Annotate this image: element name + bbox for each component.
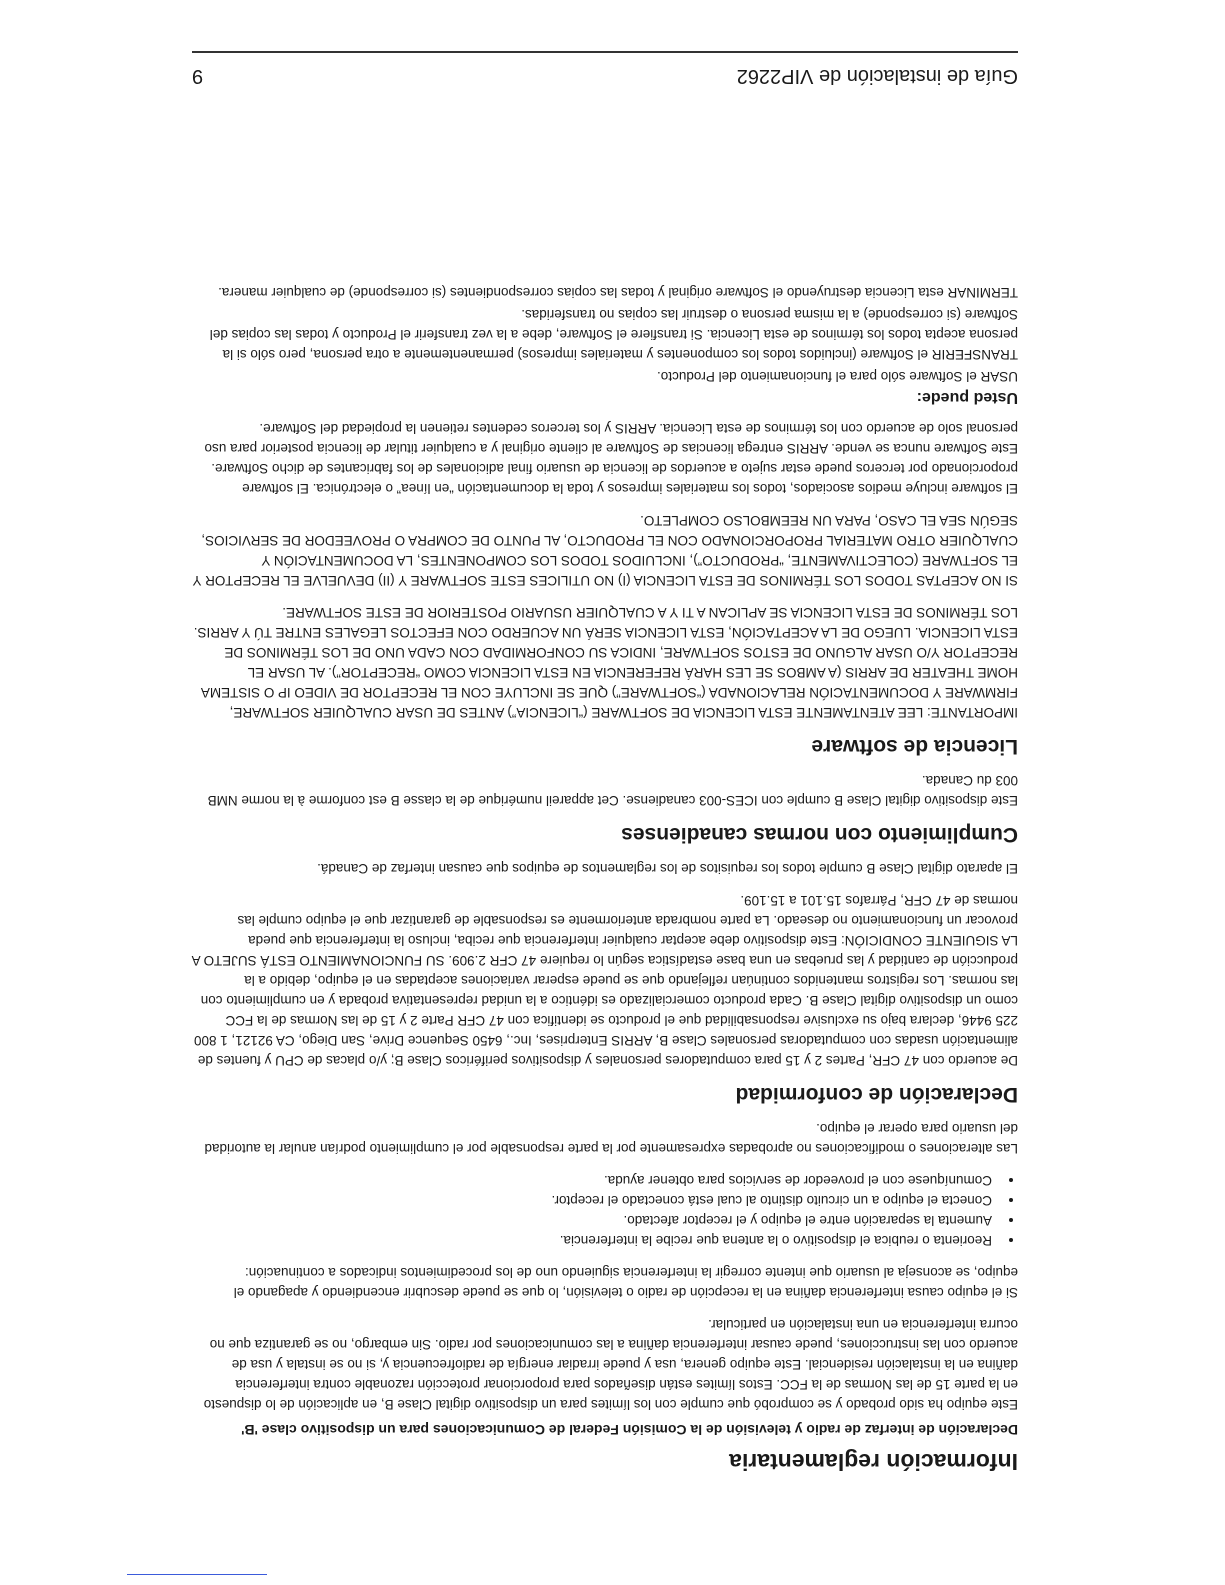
- section-title-info: Información reglamentaria: [729, 1449, 1018, 1475]
- header-title: Guía de instalación de VIP2262: [736, 65, 1018, 87]
- section-title-license: Licencia de software: [811, 735, 1018, 758]
- list-item: • Comuníquese con el proveedor de servicios para obtener ayuda.: [192, 1170, 998, 1190]
- fcc-paragraph-2: Si el equipo causa interferencia dañina en la recepción de radio o televisión, lo que se puede descubrir encendiendo y apagando el equipo, se aconseja al usuario que intente corregir la interferencia siguiendo uno de los procedimientos indicados a continuación:: [233, 1265, 1018, 1300]
- conformity-paragraph-2: El aparato digital Clase B cumple todos los requisitos de los reglamentos de equipos que causan interfaz de Canadá.: [317, 861, 1018, 876]
- canada-paragraph-1: Este dispositivo digital Clase B cumple con ICES-003 canadiense. Cet appareil numérique de la classe B est conforme à la norme NMB 003 du Canada.: [207, 773, 1018, 808]
- can-paragraph-2: TRANSFERIR el Software (incluidos todos los componentes y materiales impresos) permanentemente a otra persona, pero sólo si la persona acepta todos los términos de esta Licencia. Si transfiere el Software, debe a la vez transferir el Producto y todas las copias del Software (si corresponde) a la misma persona o destruir las copias no transferidas.: [209, 307, 1018, 362]
- section-title-conformity: Declaración de conformidad: [735, 1083, 1018, 1106]
- can-paragraph-1: USAR el Software sólo para el funcionamiento del Producto.: [657, 369, 1018, 384]
- page-number: 9: [192, 65, 204, 87]
- conformity-paragraph-1: De acuerdo con 47 CFR, Partes 2 y 15 para computadores personales y dispositivos periféricos Clase B; y/o placas de CPU y fuentes de alimentación usadas con computadoras personales Clase B, ARRIS Enterprises, Inc., 6450 Sequence Drive, San Diego, CA 92121, 1 800 225 9446, declara bajo su exclusive responsabilidad que el producto se identifica con 47 CFR Parte 2 y 15 de las Normas de la FCC como un dispositivo digital Clase B. Cada producto comercializado es idéntico a la unidad representativa probada y en cumplimiento con las normas. Los registros mantenidos continúan reflejando que se puede esperar variaciones aceptadas en el equipo, debido a la producción de cantidad y las pruebas en una base estadística según lo requiere 47 CFR 2.909. SU FUNCIONAMIENTO ESTÁ SUJETO A LA SIGUIENTE CONDICIÓN: Este dispositivo debe aceptar cualquier interferencia que reciba, incluso la interferencia que pueda provocar un funcionamiento no deseado. La parte nombrada anteriormente es responsable de garantizar que el equipo cumple las normas de 47 CFR, Párrafos 15.101 a 15.109.: [192, 893, 1018, 1068]
- fcc-paragraph-1: Este equipo ha sido probado y se comprobó que cumple con los límites para un dispositivo digital Clase B, en aplicación de lo dispuesto en la parte 15 de las Normas de la FCC. Estos límites están diseñados para proporcionar protección razonable contra interferencia dañina en la instalación residencial. Este equipo genera, usa y puede irradiar energía de radiofrecuencia y, si no se instala y usa de acuerdo con las instrucciones, puede causar interferencia dañina a las comunicaciones por radio. Sin embargo, no se garantiza que no ocurra interferencia en una instalación en particular.: [203, 1317, 1018, 1412]
- section-title-canada: Cumplimiento con normas canadienses: [621, 823, 1018, 846]
- fcc-paragraph-3: Las alteraciones o modificaciones no aprobadas expresamente por la parte responsable por el cumplimiento podrían anular la autoridad del usuario para operar el equipo.: [204, 1121, 1018, 1156]
- fcc-subtitle: Declaración de interfaz de radio y televisión de la Comisión Federal de Comunicaciones para un dispositivo clase 'B': [241, 1422, 1018, 1438]
- license-paragraph-2: SI NO ACEPTAS TODOS LOS TÉRMINOS DE ESTA LICENCIA (I) NO UTILICES ESTE SOFTWARE Y (II) DEVUELVE EL RECEPTOR Y EL SOFTWARE (COLECTIVAMENTE, “PRODUCTO”), INCLUIDOS TODOS LOS COMPONENTES, LA DOCUMENTACIÓN Y CUALQUIER OTRO MATERIAL PROPORCIONADO CON EL PRODUCTO, AL PUNTO DE COMPRA O PROVEEDOR DE SERVICIOS, SEGÚN SEA EL CASO, PARA UN REEMBOLSO COMPLETO.: [192, 513, 1018, 588]
- page-header: [192, 51, 1018, 93]
- fcc-bullet-list: [192, 1170, 1018, 1250]
- list-item: • Conecta el equipo a un circuito distinto al cual está conectado el receptor.: [192, 1190, 998, 1210]
- list-item: • Reorienta o reubica el dispositivo o la antena que recibe la interferencia.: [192, 1230, 998, 1250]
- can-paragraph-3: TERMINAR esta Licencia destruyendo el Software original y todas las copias correspondientes (si corresponde) de cualquier manera.: [218, 285, 1018, 300]
- section-title-can: Usted puede:: [916, 389, 1018, 406]
- license-paragraph-1: IMPORTANTE: LEE ATENTAMENTE ESTA LICENCIA DE SOFTWARE (“LICENCIA”) ANTES DE USAR CUALQUIER SOFTWARE, FIRMWARE Y DOCUMENTACIÓN RELACIONADA (“SOFTWARE”) QUE SE INCLUYE CON EL RECEPTOR DE VIDEO IP O SISTEMA HOME THEATER DE ARRIS (A AMBOS SE LES HARÁ REFERENCIA EN ESTA LICENCIA COMO “RECEPTOR”). AL USAR EL RECEPTOR Y/O USAR ALGUNO DE ESTOS SOFTWARE, INDICA SU CONFORMIDAD CON CADA UNO DE LOS TÉRMINOS DE ESTA LICENCIA. LUEGO DE LA ACEPTACIÓN, ESTA LICENCIA SERÁ UN ACUERDO CON EFECTOS LEGALES ENTRE TÚ Y ARRIS. LOS TÉRMINOS DE ESTA LICENCIA SE APLICAN A TI Y A CUALQUIER USUARIO POSTERIOR DE ESTE SOFTWARE.: [193, 605, 1018, 720]
- link-underline: [127, 1574, 267, 1575]
- list-item: • Aumenta la separación entre el equipo y el receptor afectado.: [192, 1210, 998, 1230]
- license-paragraph-3: El software incluye medios asociados, todos los materiales impresos y toda la documentación “en línea” o electrónica. El software proporcionado por terceros puede estar sujeto a acuerdos de licencia de usuario final adicionales de los fabricantes de dicho Software. Este Software nunca se vende. ARRIS entrega licencias de Software al cliente original y a cualquier titular de licencia posterior para uso personal solo de acuerdo con los términos de esta Licencia. ARRIS y los terceros cedentes retienen la propiedad del Software.: [204, 421, 1018, 496]
- page-content: [192, 100, 1018, 1475]
